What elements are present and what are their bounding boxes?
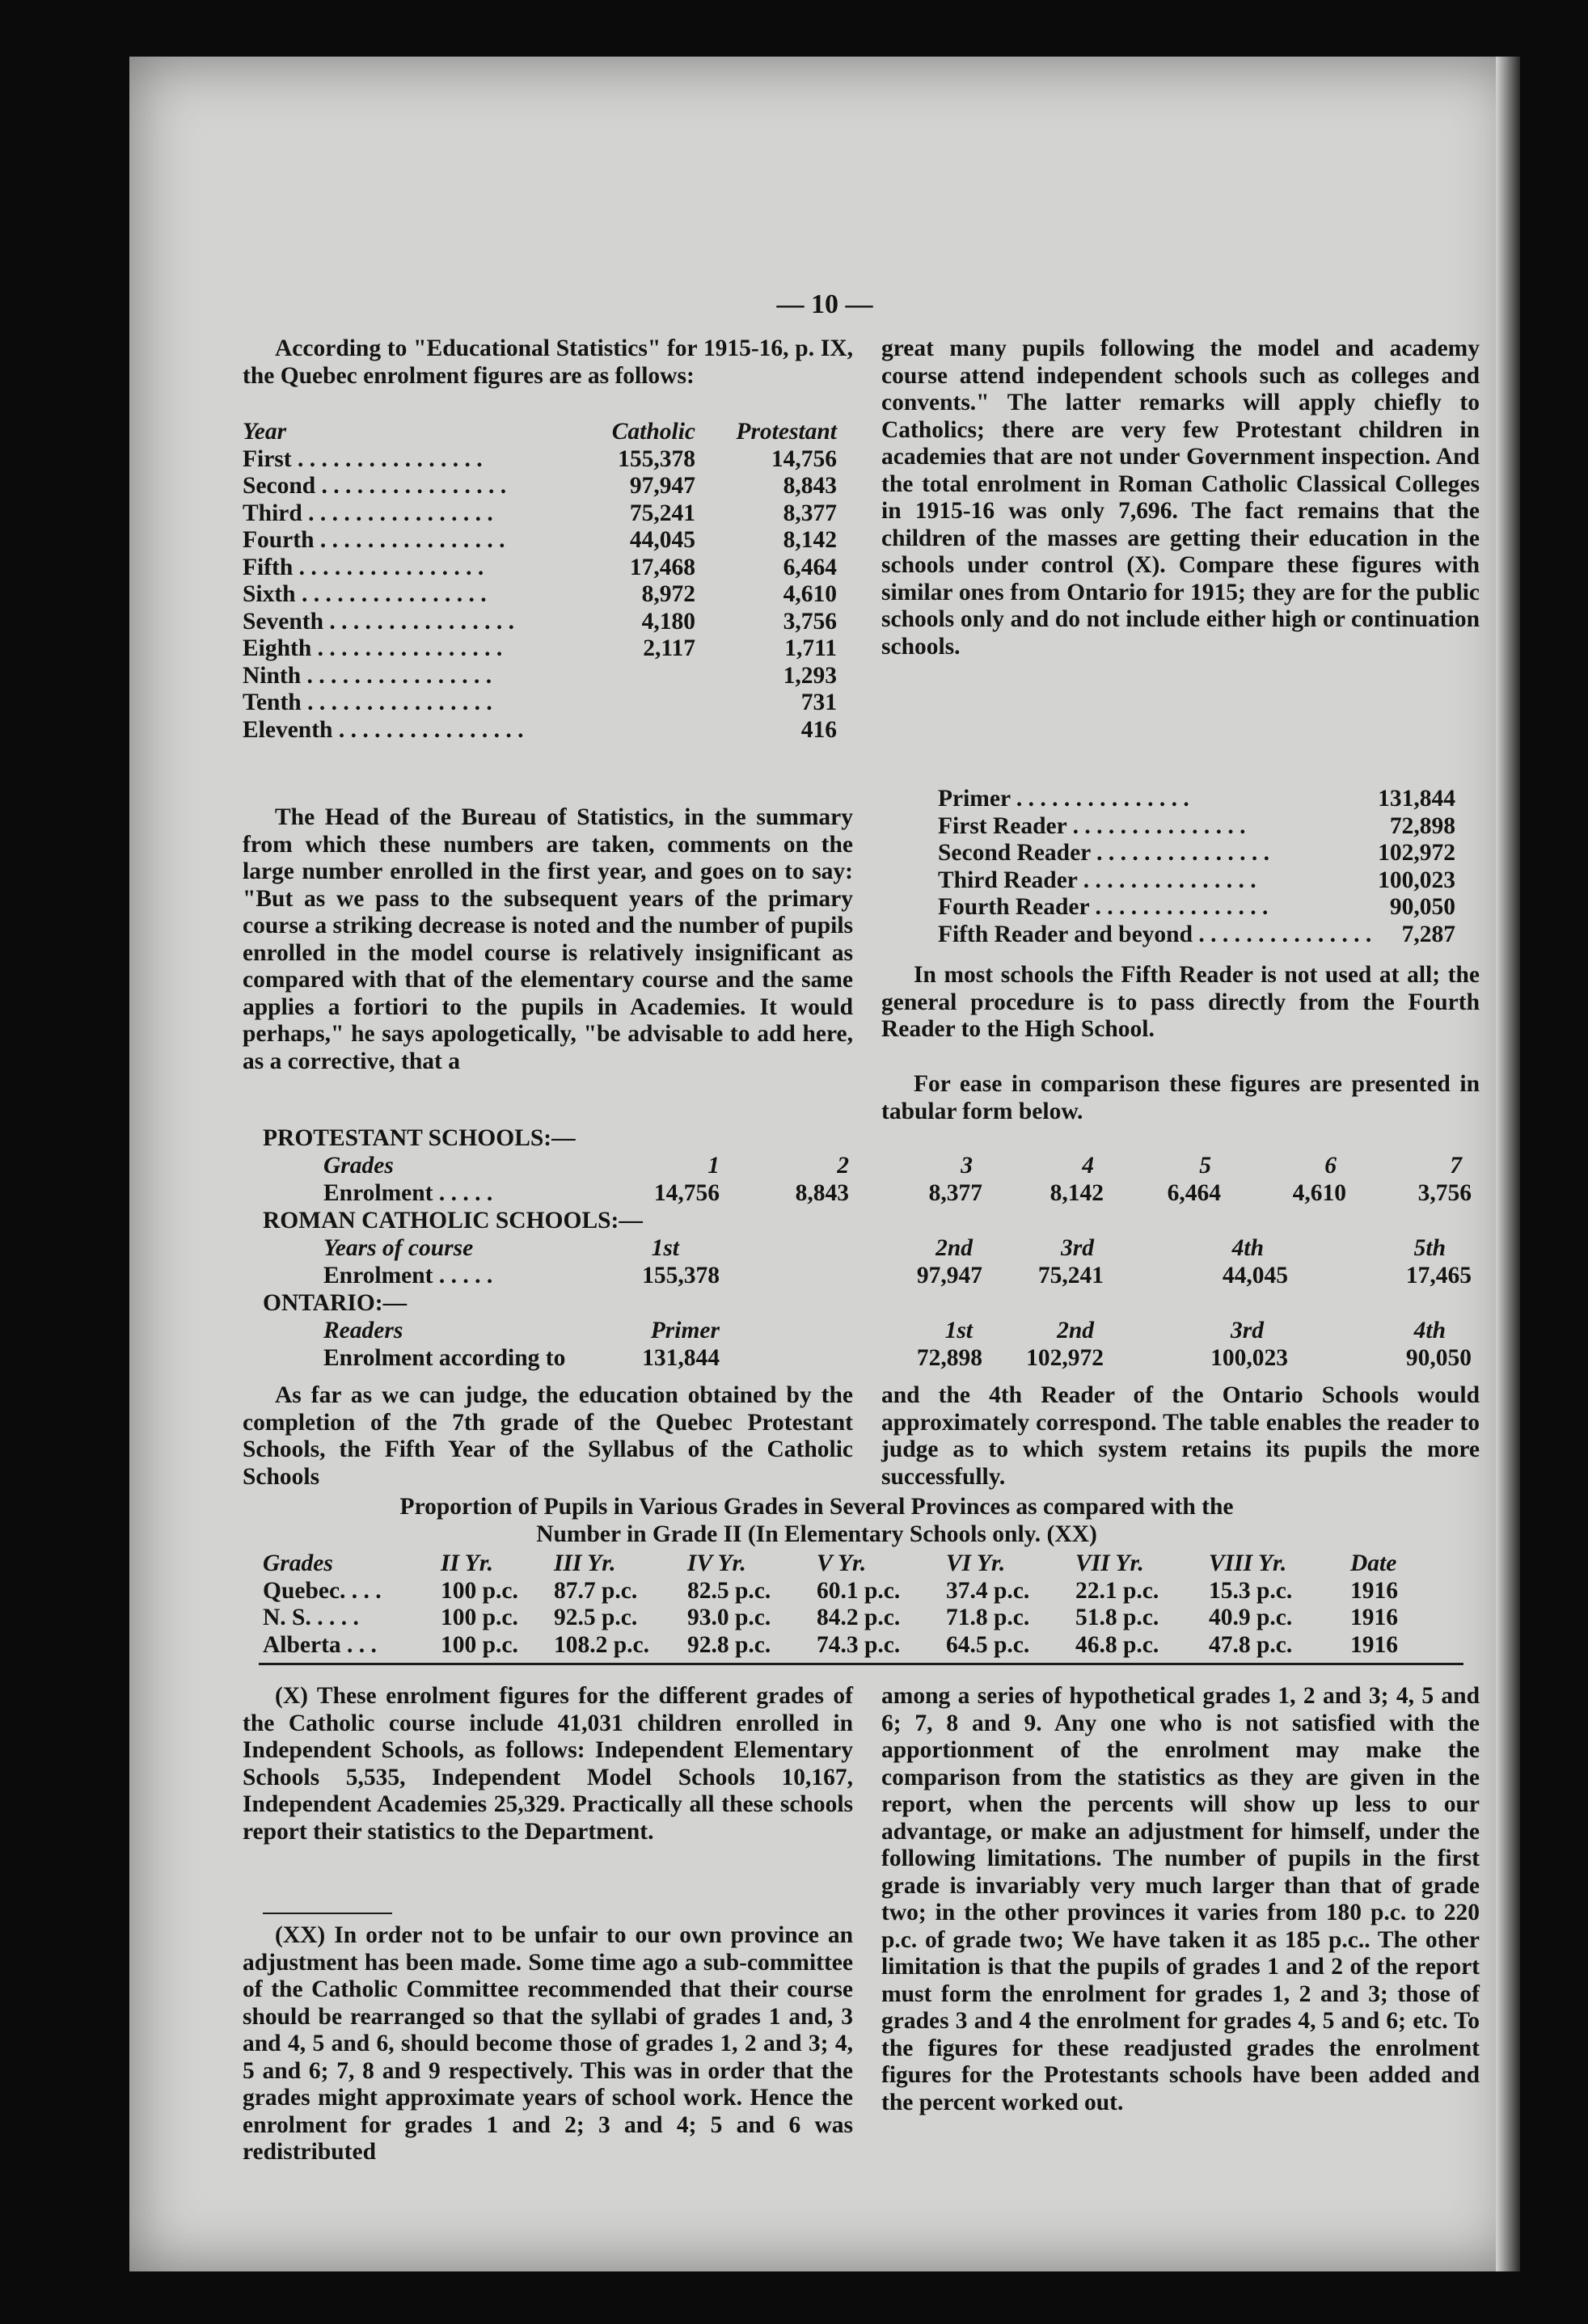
reader-name: First Reader <box>938 812 1067 839</box>
catholic-row1-cell: 2nd <box>935 1235 973 1261</box>
protestant-row2-cell: 8,843 <box>795 1180 849 1206</box>
proportion-cell: 46.8 p.c. <box>1075 1631 1159 1658</box>
proportion-header-row <box>263 1550 1468 1578</box>
cell-catholic: 44,045 <box>629 527 695 553</box>
fifth-reader-paragraph: In most schools the Fifth Reader is not used at all; the general procedure is to pass directly from the Fourth Reader to the High School. <box>881 962 1480 1042</box>
cell-protestant: 8,843 <box>783 473 837 499</box>
proportion-header: II Yr. <box>441 1550 494 1576</box>
table-row <box>243 473 837 500</box>
protestant-row2-cell: 3,756 <box>1417 1180 1472 1206</box>
continuation-paragraph: great many pupils following the model and academy course attend independent schools such as colleges and convents." The latter remarks will apply chiefly to Catholics; there are very few Protestant children in academies that are not under Government inspection. And the total enrolment in Roman Catholic Classical Colleges in 1915-16 was only 7,696. The fact remains that the children of the masses are getting their education in the schools under control (X). Compare these figures with similar ones from Ontario for 1915; they are for the public schools only and do not include either high or continuation schools. <box>881 335 1480 660</box>
cell-protestant: 14,756 <box>771 445 837 472</box>
cell-catholic <box>566 663 695 690</box>
footnote-x: (X) These enrolment figures for the different grades of the Catholic course include 41,031 children enrolled in Independent Schools, as follows: Independent Elementary Schools 5,535, Independent Model Schools 10,167, Independent Academies 25,329. Practically all these schools report their statistics to the Department. <box>243 1683 853 1845</box>
catholic-row2-cell: 97,947 <box>916 1263 982 1289</box>
proportion-cell: 100 p.c. <box>441 1605 518 1630</box>
row-year: Fifth <box>243 554 294 580</box>
proportion-cell: 71.8 p.c. <box>946 1605 1030 1630</box>
cell-protestant: 1,711 <box>784 635 837 661</box>
cell-catholic: 97,947 <box>629 473 695 499</box>
leader-dots: . . . . . . . . . . . . . . . . <box>293 554 484 580</box>
cell-protestant: 1,293 <box>783 662 837 689</box>
proportion-header: VII Yr. <box>1075 1550 1144 1576</box>
table-row <box>243 581 837 609</box>
proportion-cell: 74.3 p.c. <box>817 1631 901 1658</box>
proportion-cell: 1916 <box>1350 1605 1398 1630</box>
table-row <box>263 1632 1468 1660</box>
protestant-row2-cell: 6,464 <box>1167 1180 1221 1206</box>
leader-dots: . . . . . . . . . . . . . . . <box>1192 921 1372 947</box>
ontario-title: ONTARIO:— <box>263 1290 408 1316</box>
protestant-row2-cell: 8,377 <box>928 1180 982 1206</box>
page-edge-shadow <box>1496 57 1520 2271</box>
footnote-separator <box>263 1913 392 1914</box>
leader-dots: . . . . . . . . . . . . . . . . <box>315 473 507 499</box>
reader-name: Primer <box>938 786 1011 812</box>
leader-dots: . . . . . . . . . . . . . . . . <box>302 500 493 526</box>
reader-enrolment: 102,972 <box>1378 840 1455 866</box>
row-year: Sixth <box>243 581 296 607</box>
protestant-row1-cell: 7 <box>1450 1153 1462 1179</box>
list-item <box>938 786 1455 813</box>
proportion-header: IV Yr. <box>687 1550 746 1576</box>
protestant-row1-cell: 1 <box>707 1153 720 1179</box>
intro-paragraph: According to "Educational Statistics" for 1915-16, p. IX, the Quebec enrolment figures are as follows: <box>243 335 853 389</box>
cell-catholic: 155,378 <box>618 445 695 472</box>
proportion-cell: 84.2 p.c. <box>817 1605 901 1630</box>
footnote-continuation: among a series of hypothetical grades 1, 2 and 3; 4, 5 and 6; 7, 8 and 9. Any one who is not satisfied with the apportionment of the enrolment may make the comparison from the statistics as they are given in the report, when the percents will show up less to our advantage, or make an adjustment for himself, under the following limitations. The number of pupils in the first grade is invariably very much larger than that of grade two; in the other provinces it varies from 180 p.c. to 220 p.c. of grade two; We have taken it as 185 p.c.. The other limitation is that the pupils of grades 1 and 2 of the report must form the enrolment for grades 1, 2 and 3; those of grades 3 and 4 the enrolment for grades 4, 5 and 6; etc. To the figures for these readjusted grades the enrolment figures for the Protestants schools have been added and the percent worked out. <box>881 1683 1480 2115</box>
row-year: Third <box>243 500 302 526</box>
reader-enrolment: 131,844 <box>1378 786 1455 812</box>
leader-dots: . . . . . . . . . . . . . . . . <box>332 716 524 743</box>
leader-dots: . . . . . . . . . . . . . . . . <box>311 635 503 661</box>
cell-protestant: 416 <box>800 716 837 743</box>
reader-name: Second Reader <box>938 840 1091 866</box>
bureau-paragraph: The Head of the Bureau of Statistics, in the summary from which these numbers are taken, comments on the large number enrolled in the first year, and goes on to say: "But as we pass to the subsequent years of the primary course a striking decrease is noted and the number of pupils enrolled in the model course is relatively insignificant as compared with that of the elementary course and the same applies a fortiori to the pupils in Academies. It would perhaps," he says apologetically, "be advisable to add here, as a corrective, that a <box>243 804 853 1074</box>
table-row <box>243 555 837 582</box>
proportion-table <box>263 1550 1468 1659</box>
footnote-xx: (XX) In order not to be unfair to our own province an adjustment has been made. Some time ago a sub-committee of the Catholic Committee recommended that their course should be rearranged so that the syllabi of grades 1 and, 3 and 4, 5 and 6, should become those of grades 1, 2 and 3; 4, 5 and 6; 7, 8 and 9 respectively. This was in order that the grades might approximate years of school work. Hence the enrolment for grades 1 and 2; 3 and 4; 5 and 6 was redistributed <box>243 1922 853 2165</box>
ontario-row2-cell: 102,972 <box>1026 1345 1104 1371</box>
catholic-row2-cell: 75,241 <box>1037 1263 1104 1289</box>
protestant-enrolment-label: Enrolment . . . . . <box>323 1180 493 1206</box>
proportion-cell: 40.9 p.c. <box>1209 1605 1293 1630</box>
cell-catholic: 17,468 <box>629 554 695 580</box>
proportion-cell: 100 p.c. <box>441 1631 518 1658</box>
proportion-cell: 100 p.c. <box>441 1577 518 1604</box>
ontario-enrolment-label: Enrolment according to <box>323 1345 566 1371</box>
table-row <box>243 527 837 555</box>
ontario-row2-cell: 72,898 <box>916 1345 982 1371</box>
catholic-years-label: Years of course <box>323 1235 474 1261</box>
catholic-row2-cell: 44,045 <box>1222 1263 1288 1289</box>
protestant-row2-cell: 4,610 <box>1292 1180 1346 1206</box>
protestant-row1-cell: 2 <box>837 1153 849 1179</box>
catholic-row1-cell: 4th <box>1231 1235 1264 1261</box>
catholic-row1-cell: 3rd <box>1061 1235 1094 1261</box>
page-number: — 10 — <box>776 289 873 319</box>
table-row <box>243 663 837 690</box>
proportion-cell: 92.5 p.c. <box>554 1605 638 1630</box>
cell-protestant: 8,377 <box>783 500 837 526</box>
cell-catholic: 2,117 <box>643 635 695 661</box>
leader-dots: . . . . . . . . . . . . . . . . <box>295 581 487 607</box>
leader-dots: . . . . . . . . . . . . . . . <box>1089 894 1269 920</box>
proportion-cell: 1916 <box>1350 1577 1398 1604</box>
ontario-row1-cell: Primer <box>650 1318 720 1343</box>
cell-catholic: 4,180 <box>641 608 695 635</box>
proportion-title-line2: Number in Grade II (In Elementary Schools only. (XX) <box>536 1521 1097 1547</box>
proportion-cell: 15.3 p.c. <box>1209 1577 1293 1604</box>
table-row <box>243 690 837 717</box>
proportion-title-line1: Proportion of Pupils in Various Grades in Several Provinces as compared with the <box>399 1494 1234 1520</box>
proportion-header: V Yr. <box>817 1550 867 1576</box>
proportion-cell: 1916 <box>1350 1631 1398 1658</box>
row-year: Eleventh <box>243 716 333 743</box>
protestant-row2-cell: 14,756 <box>653 1180 720 1206</box>
protestant-row1-cell: 3 <box>961 1153 973 1179</box>
list-item <box>938 922 1455 949</box>
reader-name: Fourth Reader <box>938 894 1090 920</box>
reader-name: Third Reader <box>938 867 1078 893</box>
ontario-readers-list <box>938 786 1455 948</box>
header-year: Year <box>243 419 287 445</box>
protestant-row1-cell: 6 <box>1324 1153 1337 1179</box>
reader-enrolment: 72,898 <box>1389 812 1455 839</box>
header-catholic: Catholic <box>611 419 695 445</box>
protestant-title: PROTESTANT SCHOOLS:— <box>263 1125 576 1151</box>
proportion-cell: 51.8 p.c. <box>1075 1605 1159 1630</box>
correspond-paragraph: and the 4th Reader of the Ontario Schools would approximately correspond. The table enables the reader to judge as to which system retains its pupils the more successfully. <box>881 1382 1480 1490</box>
province-name: N. S. . . . . <box>263 1605 359 1630</box>
ontario-row1-cell: 4th <box>1413 1318 1446 1343</box>
scanned-page <box>129 57 1520 2271</box>
leader-dots: . . . . . . . . . . . . . . . . <box>301 690 492 715</box>
row-year: Eighth <box>243 635 312 661</box>
cell-protestant: 4,610 <box>783 581 837 607</box>
protestant-row2-cell: 8,142 <box>1050 1180 1104 1206</box>
list-item <box>938 894 1455 922</box>
catholic-row2-cell: 155,378 <box>642 1263 720 1289</box>
row-year: Seventh <box>243 608 323 635</box>
protestant-row1-cell: 5 <box>1199 1153 1211 1179</box>
leader-dots: . . . . . . . . . . . . . . . <box>1077 867 1256 893</box>
ontario-row1-cell: 1st <box>944 1318 973 1343</box>
leader-dots: . . . . . . . . . . . . . . . . <box>301 662 492 689</box>
table-row <box>243 717 837 744</box>
reader-enrolment: 7,287 <box>1401 921 1455 947</box>
table-row <box>263 1605 1468 1632</box>
ontario-row2-cell: 131,844 <box>642 1345 720 1371</box>
leader-dots: . . . . . . . . . . . . . . . . <box>291 445 483 472</box>
leader-dots: . . . . . . . . . . . . . . . . <box>323 608 514 635</box>
protestant-row1-cell: 4 <box>1082 1153 1094 1179</box>
proportion-cell: 37.4 p.c. <box>946 1577 1030 1604</box>
proportion-cell: 93.0 p.c. <box>687 1605 771 1630</box>
catholic-enrolment-label: Enrolment . . . . . <box>323 1263 493 1289</box>
table-row <box>243 635 837 663</box>
proportion-header: Date <box>1350 1550 1397 1576</box>
province-name: Quebec. . . . <box>263 1577 382 1604</box>
comparison-paragraph: For ease in comparison these figures are presented in tabular form below. <box>881 1071 1480 1124</box>
ontario-readers-label: Readers <box>323 1318 403 1343</box>
proportion-cell: 92.8 p.c. <box>687 1631 771 1658</box>
catholic-row1-cell: 5th <box>1413 1235 1446 1261</box>
row-year: First <box>243 445 292 472</box>
judge-paragraph: As far as we can judge, the education obtained by the completion of the 7th grade of the Quebec Protestant Schools, the Fifth Year of the Syllabus of the Catholic Schools <box>243 1382 853 1490</box>
proportion-header: VI Yr. <box>946 1550 1006 1576</box>
proportion-header: III Yr. <box>554 1550 616 1576</box>
proportion-header: Grades <box>263 1550 333 1576</box>
ontario-row1-cell: 2nd <box>1057 1318 1094 1343</box>
leader-dots: . . . . . . . . . . . . . . . <box>1090 840 1269 866</box>
proportion-cell: 47.8 p.c. <box>1209 1631 1293 1658</box>
row-year: Fourth <box>243 527 315 553</box>
ontario-row2-cell: 90,050 <box>1405 1345 1472 1371</box>
proportion-cell: 87.7 p.c. <box>554 1577 638 1604</box>
quebec-enrolment-table <box>243 419 837 744</box>
leader-dots: . . . . . . . . . . . . . . . <box>1010 786 1189 812</box>
table-row <box>243 609 837 636</box>
row-year: Ninth <box>243 662 302 689</box>
list-item <box>938 813 1455 841</box>
cell-catholic <box>566 717 695 744</box>
proportion-cell: 82.5 p.c. <box>687 1577 771 1604</box>
proportion-cell: 64.5 p.c. <box>946 1631 1030 1658</box>
cell-catholic: 8,972 <box>641 581 695 607</box>
proportion-cell: 22.1 p.c. <box>1075 1577 1159 1604</box>
cell-protestant: 3,756 <box>783 608 837 635</box>
proportion-header: VIII Yr. <box>1209 1550 1287 1576</box>
ontario-row2-cell: 100,023 <box>1210 1345 1288 1371</box>
catholic-title: ROMAN CATHOLIC SCHOOLS:— <box>263 1208 643 1234</box>
cell-catholic <box>566 690 695 717</box>
row-year: Tenth <box>243 690 302 715</box>
catholic-row2-cell: 17,465 <box>1405 1263 1472 1289</box>
catholic-row1-cell: 1st <box>651 1235 679 1261</box>
list-item <box>938 840 1455 867</box>
leader-dots: . . . . . . . . . . . . . . . . <box>314 527 505 553</box>
province-name: Alberta . . . <box>263 1631 377 1658</box>
table-row <box>263 1578 1468 1605</box>
list-item <box>938 867 1455 895</box>
table-row <box>243 500 837 528</box>
reader-name: Fifth Reader and beyond <box>938 921 1193 947</box>
row-year: Second <box>243 473 316 499</box>
cell-protestant: 731 <box>800 690 837 715</box>
reader-enrolment: 100,023 <box>1378 867 1455 893</box>
cell-protestant: 6,464 <box>783 554 837 580</box>
table-row <box>243 446 837 474</box>
leader-dots: . . . . . . . . . . . . . . . <box>1066 812 1246 839</box>
reader-enrolment: 90,050 <box>1389 894 1455 920</box>
cell-protestant: 8,142 <box>783 527 837 553</box>
table-bottom-rule <box>259 1663 1463 1665</box>
protestant-grades-label: Grades <box>323 1153 394 1179</box>
table-header-row <box>243 419 837 446</box>
header-protestant: Protestant <box>736 419 837 445</box>
cell-catholic: 75,241 <box>629 500 695 526</box>
ontario-row1-cell: 3rd <box>1231 1318 1264 1343</box>
proportion-cell: 108.2 p.c. <box>554 1631 649 1658</box>
proportion-cell: 60.1 p.c. <box>817 1577 901 1604</box>
